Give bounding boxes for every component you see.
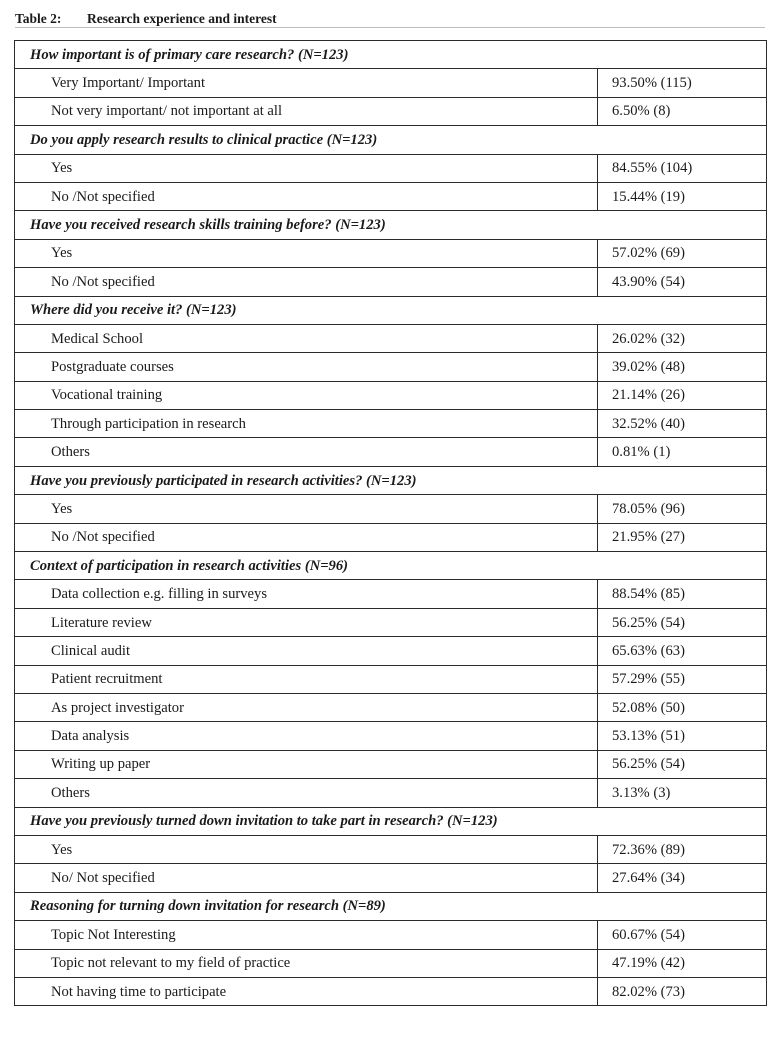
section-header-row xyxy=(15,41,767,69)
table-row xyxy=(15,495,767,523)
table-row xyxy=(15,523,767,551)
row-label: Others xyxy=(15,438,598,466)
table-row xyxy=(15,637,767,665)
row-label: Postgraduate courses xyxy=(15,353,598,381)
row-label: Vocational training xyxy=(15,381,598,409)
research-experience-table xyxy=(14,40,767,1006)
section-heading: Do you apply research results to clinical practice (N=123) xyxy=(15,126,767,154)
table-row xyxy=(15,381,767,409)
row-value: 56.25% (54) xyxy=(598,750,767,778)
table-row xyxy=(15,438,767,466)
row-value: 78.05% (96) xyxy=(598,495,767,523)
section-heading: Reasoning for turning down invitation for research (N=89) xyxy=(15,892,767,920)
row-value: 26.02% (32) xyxy=(598,324,767,352)
section-header-row xyxy=(15,466,767,494)
table-title: Research experience and interest xyxy=(87,11,277,26)
table-row xyxy=(15,324,767,352)
row-value: 88.54% (85) xyxy=(598,580,767,608)
section-heading: Have you previously turned down invitation to take part in research? (N=123) xyxy=(15,807,767,835)
table-row xyxy=(15,353,767,381)
row-label: Literature review xyxy=(15,608,598,636)
section-header-row xyxy=(15,296,767,324)
section-header-row xyxy=(15,552,767,580)
row-label: Writing up paper xyxy=(15,750,598,778)
section-header-row xyxy=(15,126,767,154)
row-label: Others xyxy=(15,779,598,807)
table-row xyxy=(15,977,767,1005)
table-row xyxy=(15,182,767,210)
row-label: Not having time to participate xyxy=(15,977,598,1005)
table-row xyxy=(15,154,767,182)
section-header-row xyxy=(15,807,767,835)
table-row xyxy=(15,921,767,949)
row-value: 57.29% (55) xyxy=(598,665,767,693)
row-label: No/ Not specified xyxy=(15,864,598,892)
row-label: Yes xyxy=(15,835,598,863)
table-row xyxy=(15,239,767,267)
row-value: 53.13% (51) xyxy=(598,722,767,750)
table-row xyxy=(15,97,767,125)
section-heading: Context of participation in research activities (N=96) xyxy=(15,552,767,580)
row-label: Yes xyxy=(15,154,598,182)
row-value: 3.13% (3) xyxy=(598,779,767,807)
table-row xyxy=(15,779,767,807)
section-heading: Have you received research skills training before? (N=123) xyxy=(15,211,767,239)
section-heading: How important is of primary care research? (N=123) xyxy=(15,41,767,69)
row-value: 43.90% (54) xyxy=(598,268,767,296)
table-body xyxy=(15,41,767,1006)
row-label: No /Not specified xyxy=(15,268,598,296)
row-value: 6.50% (8) xyxy=(598,97,767,125)
row-value: 32.52% (40) xyxy=(598,410,767,438)
table-row xyxy=(15,750,767,778)
row-label: Data analysis xyxy=(15,722,598,750)
table-row xyxy=(15,268,767,296)
row-label: Not very important/ not important at all xyxy=(15,97,598,125)
row-label: Topic not relevant to my field of practice xyxy=(15,949,598,977)
table-row xyxy=(15,580,767,608)
row-label: Yes xyxy=(15,495,598,523)
section-header-row xyxy=(15,892,767,920)
row-label: Medical School xyxy=(15,324,598,352)
row-value: 39.02% (48) xyxy=(598,353,767,381)
row-label: No /Not specified xyxy=(15,523,598,551)
table-row xyxy=(15,949,767,977)
row-label: Data collection e.g. filling in surveys xyxy=(15,580,598,608)
row-label: Patient recruitment xyxy=(15,665,598,693)
row-value: 0.81% (1) xyxy=(598,438,767,466)
table-row xyxy=(15,864,767,892)
section-heading: Where did you receive it? (N=123) xyxy=(15,296,767,324)
row-label: Very Important/ Important xyxy=(15,69,598,97)
row-label: Through participation in research xyxy=(15,410,598,438)
table-row xyxy=(15,69,767,97)
row-value: 56.25% (54) xyxy=(598,608,767,636)
row-label: Clinical audit xyxy=(15,637,598,665)
row-value: 21.14% (26) xyxy=(598,381,767,409)
row-value: 65.63% (63) xyxy=(598,637,767,665)
row-label: Yes xyxy=(15,239,598,267)
row-value: 57.02% (69) xyxy=(598,239,767,267)
row-value: 93.50% (115) xyxy=(598,69,767,97)
row-value: 72.36% (89) xyxy=(598,835,767,863)
table-row xyxy=(15,410,767,438)
section-heading: Have you previously participated in research activities? (N=123) xyxy=(15,466,767,494)
row-value: 21.95% (27) xyxy=(598,523,767,551)
row-value: 52.08% (50) xyxy=(598,693,767,721)
row-value: 15.44% (19) xyxy=(598,182,767,210)
table-row xyxy=(15,722,767,750)
row-label: No /Not specified xyxy=(15,182,598,210)
row-value: 60.67% (54) xyxy=(598,921,767,949)
table-row xyxy=(15,608,767,636)
table-row xyxy=(15,693,767,721)
row-value: 84.55% (104) xyxy=(598,154,767,182)
row-value: 27.64% (34) xyxy=(598,864,767,892)
table-number: Table 2: xyxy=(15,11,62,26)
section-header-row xyxy=(15,211,767,239)
row-value: 82.02% (73) xyxy=(598,977,767,1005)
row-value: 47.19% (42) xyxy=(598,949,767,977)
table-row xyxy=(15,835,767,863)
table-caption xyxy=(15,11,765,28)
row-label: As project investigator xyxy=(15,693,598,721)
table-row xyxy=(15,665,767,693)
row-label: Topic Not Interesting xyxy=(15,921,598,949)
